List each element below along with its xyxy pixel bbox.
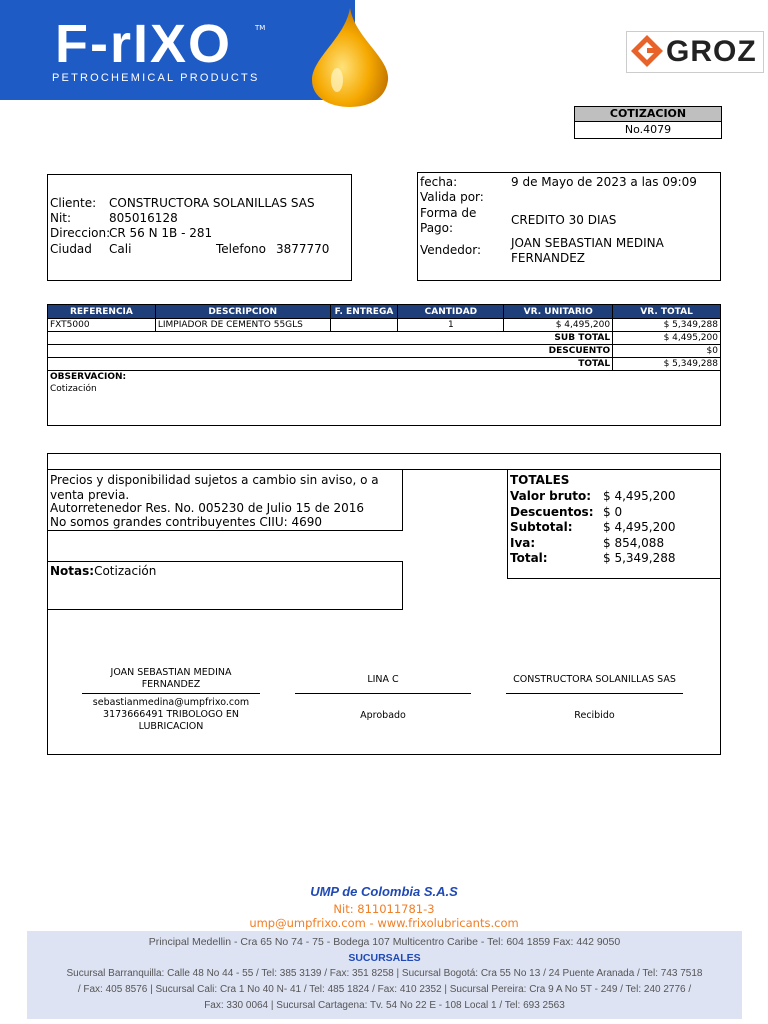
cliente-value: CONSTRUCTORA SOLANILLAS SAS (109, 196, 315, 210)
nit-label: Nit: (50, 211, 72, 225)
notas-label: Notas: (50, 564, 95, 578)
approver-signature-name: LINA C (367, 674, 399, 685)
subtotal-row (48, 332, 721, 345)
cell-ref: FXT5000 (48, 319, 156, 332)
footer-web: ump@umpfrixo.com - www.frixolubricants.com (249, 916, 519, 930)
footer-principal: Principal Medellin - Cra 65 No 74 - 75 - Bodega 107 Multicentro Caribe - Tel: 604 1859 Fax: 442 9050 (148, 936, 621, 948)
cliente-label: Cliente: (50, 196, 97, 210)
cell-total: $ 5,349,288 (613, 319, 721, 332)
descuento-value: $0 (613, 345, 721, 358)
ump-logo: UMP de Colombia S.A.S (310, 884, 458, 899)
notas-box (47, 561, 403, 610)
groz-logo-text: GROZ (666, 35, 757, 68)
terms-box (47, 469, 403, 531)
footer-sucursales-title: SUCURSALES (348, 952, 421, 964)
col-header-unitario: VR. UNITARIO (504, 305, 613, 319)
col-header-entrega: F. ENTREGA (330, 305, 398, 319)
total-summary-label: Total: (510, 551, 548, 565)
receiver-role: Recibido (574, 710, 615, 721)
direccion-value: CR 56 N 1B - 281 (109, 226, 213, 240)
total-label: TOTAL (48, 358, 613, 371)
terms-line-2: Autorretenedor Res. No. 005230 de Julio 15 de 2016 (50, 501, 365, 515)
valida-label: Valida por: (420, 190, 484, 204)
fecha-label: fecha: (420, 175, 458, 189)
subtotal-summary-value: $ 4,495,200 (603, 520, 676, 534)
descuento-row (48, 345, 721, 358)
descuento-label: DESCUENTO (48, 345, 613, 358)
totales-box (507, 469, 721, 579)
footer-nit: Nit: 811011781-3 (333, 902, 435, 916)
logo-tagline: PETROCHEMICAL PRODUCTS (52, 72, 260, 84)
quote-title: COTIZACION (575, 107, 721, 122)
total-value: $ 5,349,288 (613, 358, 721, 371)
bruto-value: $ 4,495,200 (603, 489, 676, 503)
vendedor-label: Vendedor: (420, 243, 481, 257)
col-header-total: VR. TOTAL (613, 305, 721, 319)
quote-number: No.4079 (624, 123, 672, 136)
observacion-row (48, 371, 721, 426)
col-header-descripcion: DESCRIPCION (155, 305, 330, 319)
cell-desc: LIMPIADOR DE CEMENTO 55GLS (155, 319, 330, 332)
oil-drop-icon (300, 8, 395, 108)
bruto-label: Valor bruto: (510, 489, 592, 503)
descuentos-value: $ 0 (603, 505, 623, 519)
totales-title: TOTALES (510, 473, 570, 487)
observacion-value: Cotización (50, 384, 97, 394)
subtotal-summary-label: Subtotal: (510, 520, 573, 534)
col-header-referencia: REFERENCIA (48, 305, 156, 319)
iva-value: $ 854,088 (603, 536, 665, 550)
total-row (48, 358, 721, 371)
seller-signature-info: sebastianmedina@umpfrixo.com 3173666491 TRIBOLOGO EN LUBRICACION (92, 697, 250, 732)
ciudad-value: Cali (109, 242, 132, 256)
forma-pago-label: Forma de Pago: (420, 206, 477, 235)
client-info-box (47, 174, 352, 281)
telefono-value: 3877770 (276, 242, 330, 256)
footer-sucursales-1: Sucursal Barranquilla: Calle 48 No 44 - 55 / Tel: 385 3139 / Fax: 351 8258 | Sucursal Bogotá: Cra 55 No 13 / 24 Puente Aranada / Tel: 743 7518 (66, 968, 703, 979)
approver-signature-line (295, 693, 471, 694)
table-row (48, 319, 721, 332)
subtotal-value: $ 4,495,200 (613, 332, 721, 345)
vendedor-value: JOAN SEBASTIAN MEDINA FERNANDEZ (511, 236, 664, 265)
receiver-signature-line (506, 693, 683, 694)
descuentos-label: Descuentos: (510, 505, 594, 519)
iva-label: Iva: (510, 536, 536, 550)
logo-trademark: TM (255, 24, 266, 32)
cell-cantidad: 1 (398, 319, 504, 332)
groz-emblem-icon (630, 34, 664, 68)
footer-sucursales-2: / Fax: 405 8576 | Sucursal Cali: Cra 1 No 40 N- 41 / Tel: 485 1824 / Fax: 410 2352 | Sucursal Pereira: Cra 9 A No 5T - 249 / Tel: 240 2776 / (77, 984, 692, 995)
cell-entrega (330, 319, 398, 332)
fecha-value: 9 de Mayo de 2023 a las 09:09 (511, 175, 697, 189)
seller-signature-name: JOAN SEBASTIAN MEDINA FERNANDEZ (110, 667, 232, 690)
cell-unitario: $ 4,495,200 (504, 319, 613, 332)
quote-meta-box (417, 172, 721, 281)
footer-sucursales-3: Fax: 330 0064 | Sucursal Cartagena: Tv. 54 No 22 E - 108 Local 1 / Tel: 693 2563 (204, 1000, 565, 1011)
receiver-signature-name: CONSTRUCTORA SOLANILLAS SAS (513, 674, 676, 685)
nit-value: 805016128 (109, 211, 178, 225)
col-header-cantidad: CANTIDAD (398, 305, 504, 319)
ciudad-label: Ciudad (50, 242, 92, 256)
table-header-row (48, 305, 721, 319)
approver-role: Aprobado (360, 710, 406, 721)
total-summary-value: $ 5,349,288 (603, 551, 676, 565)
notas-value: Cotización (94, 564, 157, 578)
telefono-label: Telefono (216, 242, 266, 256)
forma-pago-value: CREDITO 30 DIAS (511, 213, 617, 227)
frixo-logo-text: F-rIXO (55, 14, 233, 74)
subtotal-label: SUB TOTAL (48, 332, 613, 345)
observacion-label: OBSERVACION: (50, 372, 127, 382)
direccion-label: Direccion: (50, 226, 111, 240)
items-table (47, 304, 721, 426)
terms-line-3: No somos grandes contribuyentes CIIU: 4690 (50, 515, 323, 529)
seller-signature-line (82, 693, 260, 694)
terms-line-1: Precios y disponibilidad sujetos a cambio sin aviso, o a venta previa. (50, 473, 379, 502)
